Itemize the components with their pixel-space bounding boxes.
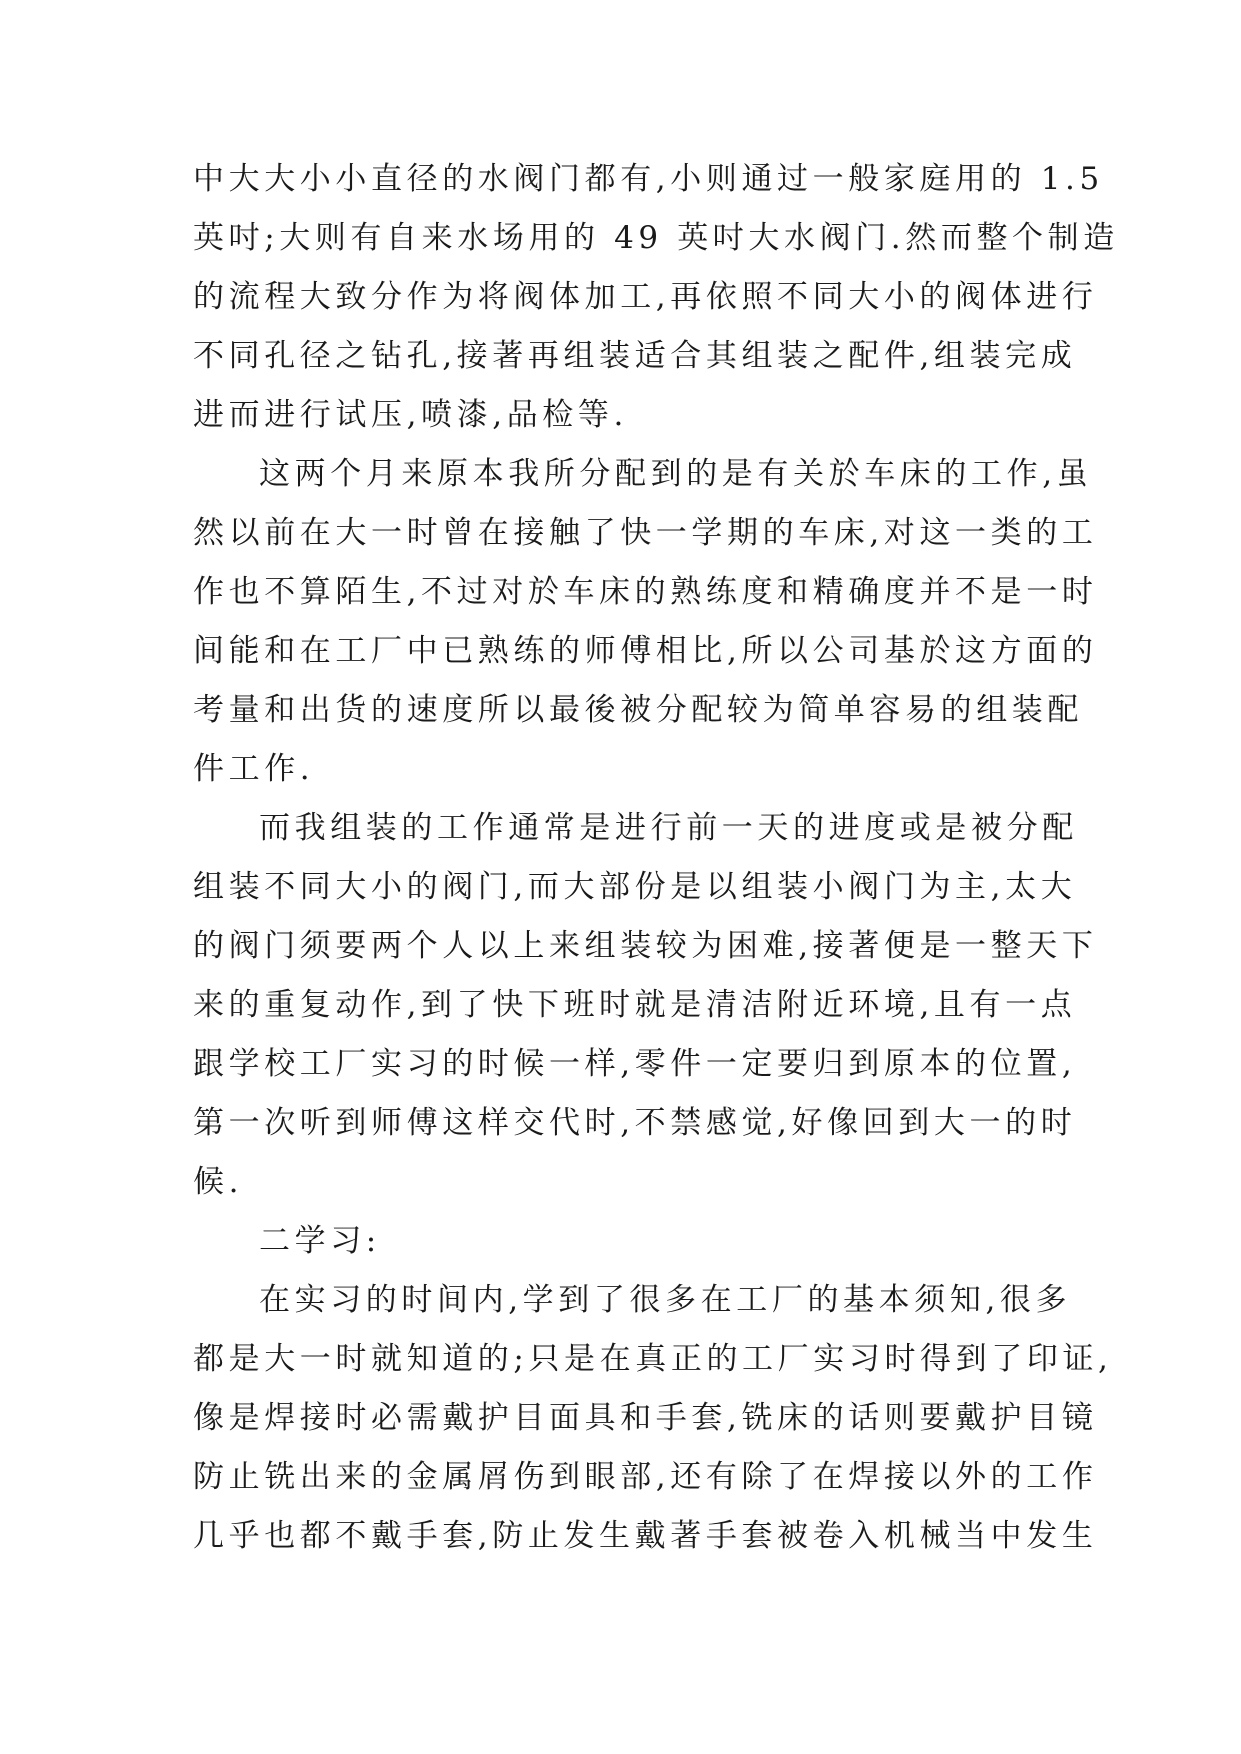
- paragraph-start-line: 这两个月来原本我所分配到的是有关於车床的工作,虽: [259, 456, 1093, 492]
- text-line: 考量和出货的速度所以最後被分配较为简单容易的组装配: [193, 692, 1083, 728]
- text-line: 间能和在工厂中已熟练的师傅相比,所以公司基於这方面的: [193, 633, 1098, 669]
- text-line: 件工作.: [193, 751, 315, 787]
- section-heading: 二学习:: [259, 1223, 381, 1259]
- text-line: 防止铣出来的金属屑伤到眼部,还有除了在焊接以外的工作: [193, 1459, 1098, 1495]
- paragraph-start-line: 在实习的时间内,学到了很多在工厂的基本须知,很多: [259, 1282, 1072, 1318]
- text-line: 候.: [193, 1164, 244, 1200]
- text-line: 进而进行试压,喷漆,品检等.: [193, 397, 628, 433]
- text-line: 的流程大致分作为将阀体加工,再依照不同大小的阀体进行: [193, 279, 1098, 315]
- paragraph-start-line: 而我组装的工作通常是进行前一天的进度或是被分配: [259, 810, 1078, 846]
- text-line: 第一次听到师傅这样交代时,不禁感觉,好像回到大一的时: [193, 1105, 1077, 1141]
- text-line: 英吋;大则有自来水场用的 49 英吋大水阀门.然而整个制造: [193, 220, 1119, 256]
- text-line: 来的重复动作,到了快下班时就是清洁附近环境,且有一点: [193, 987, 1077, 1023]
- text-line: 像是焊接时必需戴护目面具和手套,铣床的话则要戴护目镜: [193, 1400, 1098, 1436]
- text-line: 作也不算陌生,不过对於车床的熟练度和精确度并不是一时: [193, 574, 1098, 610]
- text-line: 几乎也都不戴手套,防止发生戴著手套被卷入机械当中发生: [193, 1518, 1098, 1554]
- text-line: 组装不同大小的阀门,而大部份是以组装小阀门为主,太大: [193, 869, 1077, 905]
- text-line: 的阀门须要两个人以上来组装较为困难,接著便是一整天下: [193, 928, 1098, 964]
- text-line: 不同孔径之钻孔,接著再组装适合其组装之配件,组装完成: [193, 338, 1077, 374]
- text-line: 中大大小小直径的水阀门都有,小则通过一般家庭用的 1.5: [193, 161, 1104, 197]
- text-line: 都是大一时就知道的;只是在真正的工厂实习时得到了印证,: [193, 1341, 1113, 1377]
- text-line: 然以前在大一时曾在接触了快一学期的车床,对这一类的工: [193, 515, 1098, 551]
- body-text: [193, 150, 1119, 1566]
- text-line: 跟学校工厂实习的时候一样,零件一定要归到原本的位置,: [193, 1046, 1077, 1082]
